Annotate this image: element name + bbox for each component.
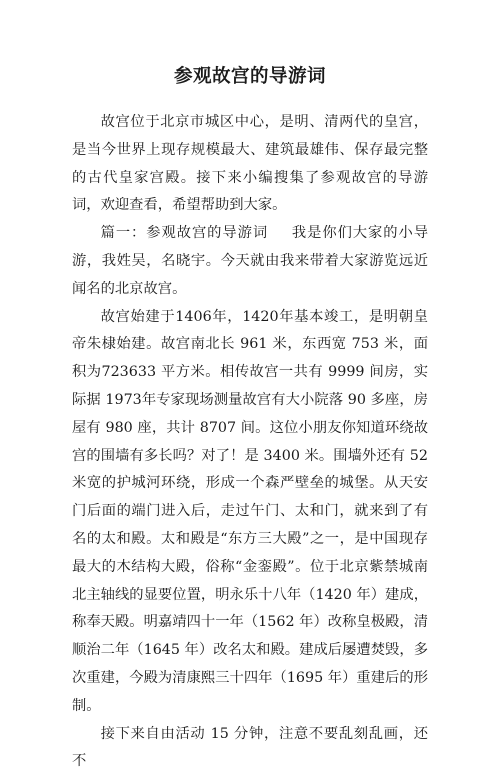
document-body (72, 109, 428, 776)
section-heading: 篇一：参观故宫的导游词 (100, 225, 269, 242)
activity-paragraph: 接下来自由活动 15 分钟，注意不要乱刻乱画，还不 (72, 725, 428, 770)
history-paragraph: 故宫始建于1406年，1420年基本竣工，是明朝皇帝朱棣始建。故宫南北长 961 米，东西宽 753 米，面积为723633 平方米。相传故宫一共有 9999 间房，实际据 1973年专家现场测量故宫有大小院落 90 多座，房屋有 980 座，共计 8707 间。这位小朋友你知道环绕故宫的围墙有多长吗？对了！是 3400 米。围墙外还有 52 米宽的护城河环绕，形成一个森严壁垒的城堡。从天安门后面的端门进入后，走过午门、太和门，就来到了有名的太和殿。太和殿是“东方三大殿”之一，是中国现存最大的木结构大殿，俗称“金銮殿”。位于北京紫禁城南北主轴线的显要位置，明永乐十八年（1420 年）建成，称奉天殿。明嘉靖四十一年（1562 年）改称皇极殿，清顺治二年（1645 年）改名太和殿。建成后屡遭焚毁，多次重建，今殿为清康熙三十四年（1695 年）重建后的形制。 (72, 308, 428, 714)
section-paragraph (72, 220, 428, 303)
guide-introduction: 我是你们大家的小导游，我姓吴，名晓宇。今天就由我来带着大家游览远近闻名的北京故宫。 (72, 225, 429, 297)
document-title: 参观故宫的导游词 (173, 66, 326, 87)
intro-paragraph: 故宫位于北京市城区中心，是明、清两代的皇宫，是当今世界上现存规模最大、建筑最雄伟、保存最完整的古代皇家宫殿。接下来小编搜集了参观故宫的导游词，欢迎查看，希望帮助到大家。 (72, 114, 428, 214)
